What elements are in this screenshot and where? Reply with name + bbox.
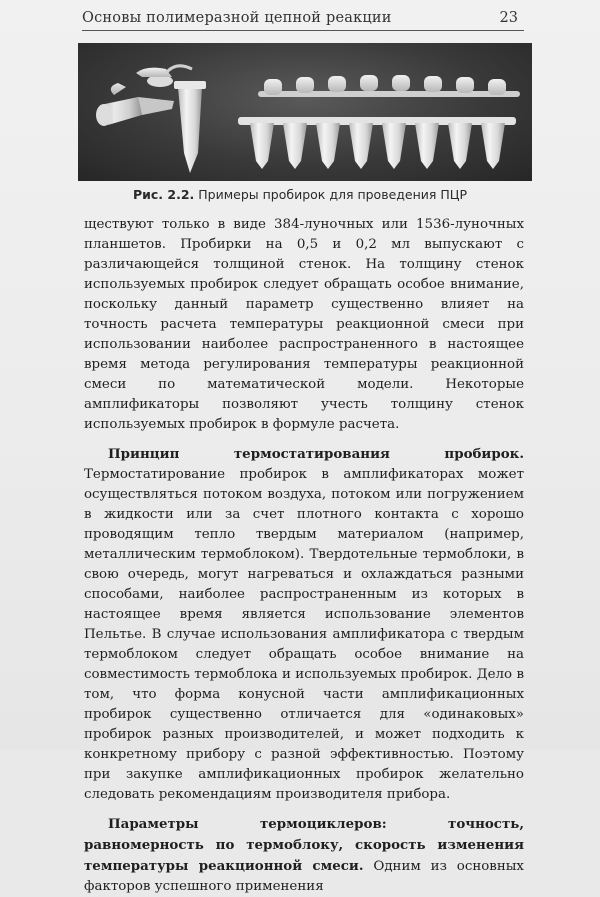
paragraph-3-text: Одним из основных факторов успешного применения: [84, 859, 524, 894]
cap-strip: [258, 75, 520, 97]
tube-strip: [238, 117, 516, 169]
large-tube: [136, 66, 206, 173]
figure-caption: [0, 187, 600, 202]
pcr-tubes-photo: [78, 43, 532, 181]
caption-text: Примеры пробирок для проведения ПЦР: [198, 187, 468, 202]
paragraph-2-heading: Принцип термостатирования пробирок.: [108, 446, 524, 462]
paragraph-2-text: Термостатирование пробирок в амплификаторах может осуществляться потоком воздуха, потоком или погружением в жидкости или за счет плотного контакта с хорошо проводящим тепло твердым материалом (например, металлическим термоблоком). Твердотельные термоблоки, в свою очередь, могут нагреваться и охлаждаться разными способами, наиболее распространенным из которых в настоящее время является использование элементов Пельтье. В случае использования амплификатора с твердым термоблоком следует обращать особое внимание на совместимость термоблока и используемых пробирок. Дело в том, что форма конусной части амплификационных пробирок существенно отличается для «одинаковых» пробирок разных производителей, и может подходить к конкретному прибору с разной эффективностью. Поэтому при закупке амплификационных пробирок желательно следовать рекомендациям производителя прибора.: [84, 467, 524, 802]
caption-label: Рис. 2.2.: [132, 187, 195, 202]
paragraph-3: [84, 814, 524, 897]
running-header: [82, 8, 524, 31]
body-text: [84, 215, 524, 897]
pcr-tubes-illustration: [78, 43, 532, 181]
paragraph-3-heading: Параметры термоциклеров: точность, равномерность по термоблоку, скорость изменения температуры реакционной смеси.: [84, 816, 524, 874]
page-number: 23: [499, 10, 518, 26]
small-tube: [96, 83, 174, 126]
paragraph-1: ществуют только в виде 384-луночных или 1536-луночных планшетов. Пробирки на 0,5 и 0,2 мл выпускают с различающейся толщиной стенок. На толщину стенок используемых пробирок следует обращать особое внимание, поскольку данный параметр существенно влияет на точность расчета температуры реакционной смеси при использовании наиболее распространенного в настоящее время метода регулирования температуры реакционной смеси по математической модели. Некоторые амплификаторы позволяют учесть толщину стенок используемых пробирок в формуле расчета.: [84, 217, 524, 432]
paragraph-2: [84, 444, 524, 805]
running-title: Основы полимеразной цепной реакции: [82, 10, 392, 26]
